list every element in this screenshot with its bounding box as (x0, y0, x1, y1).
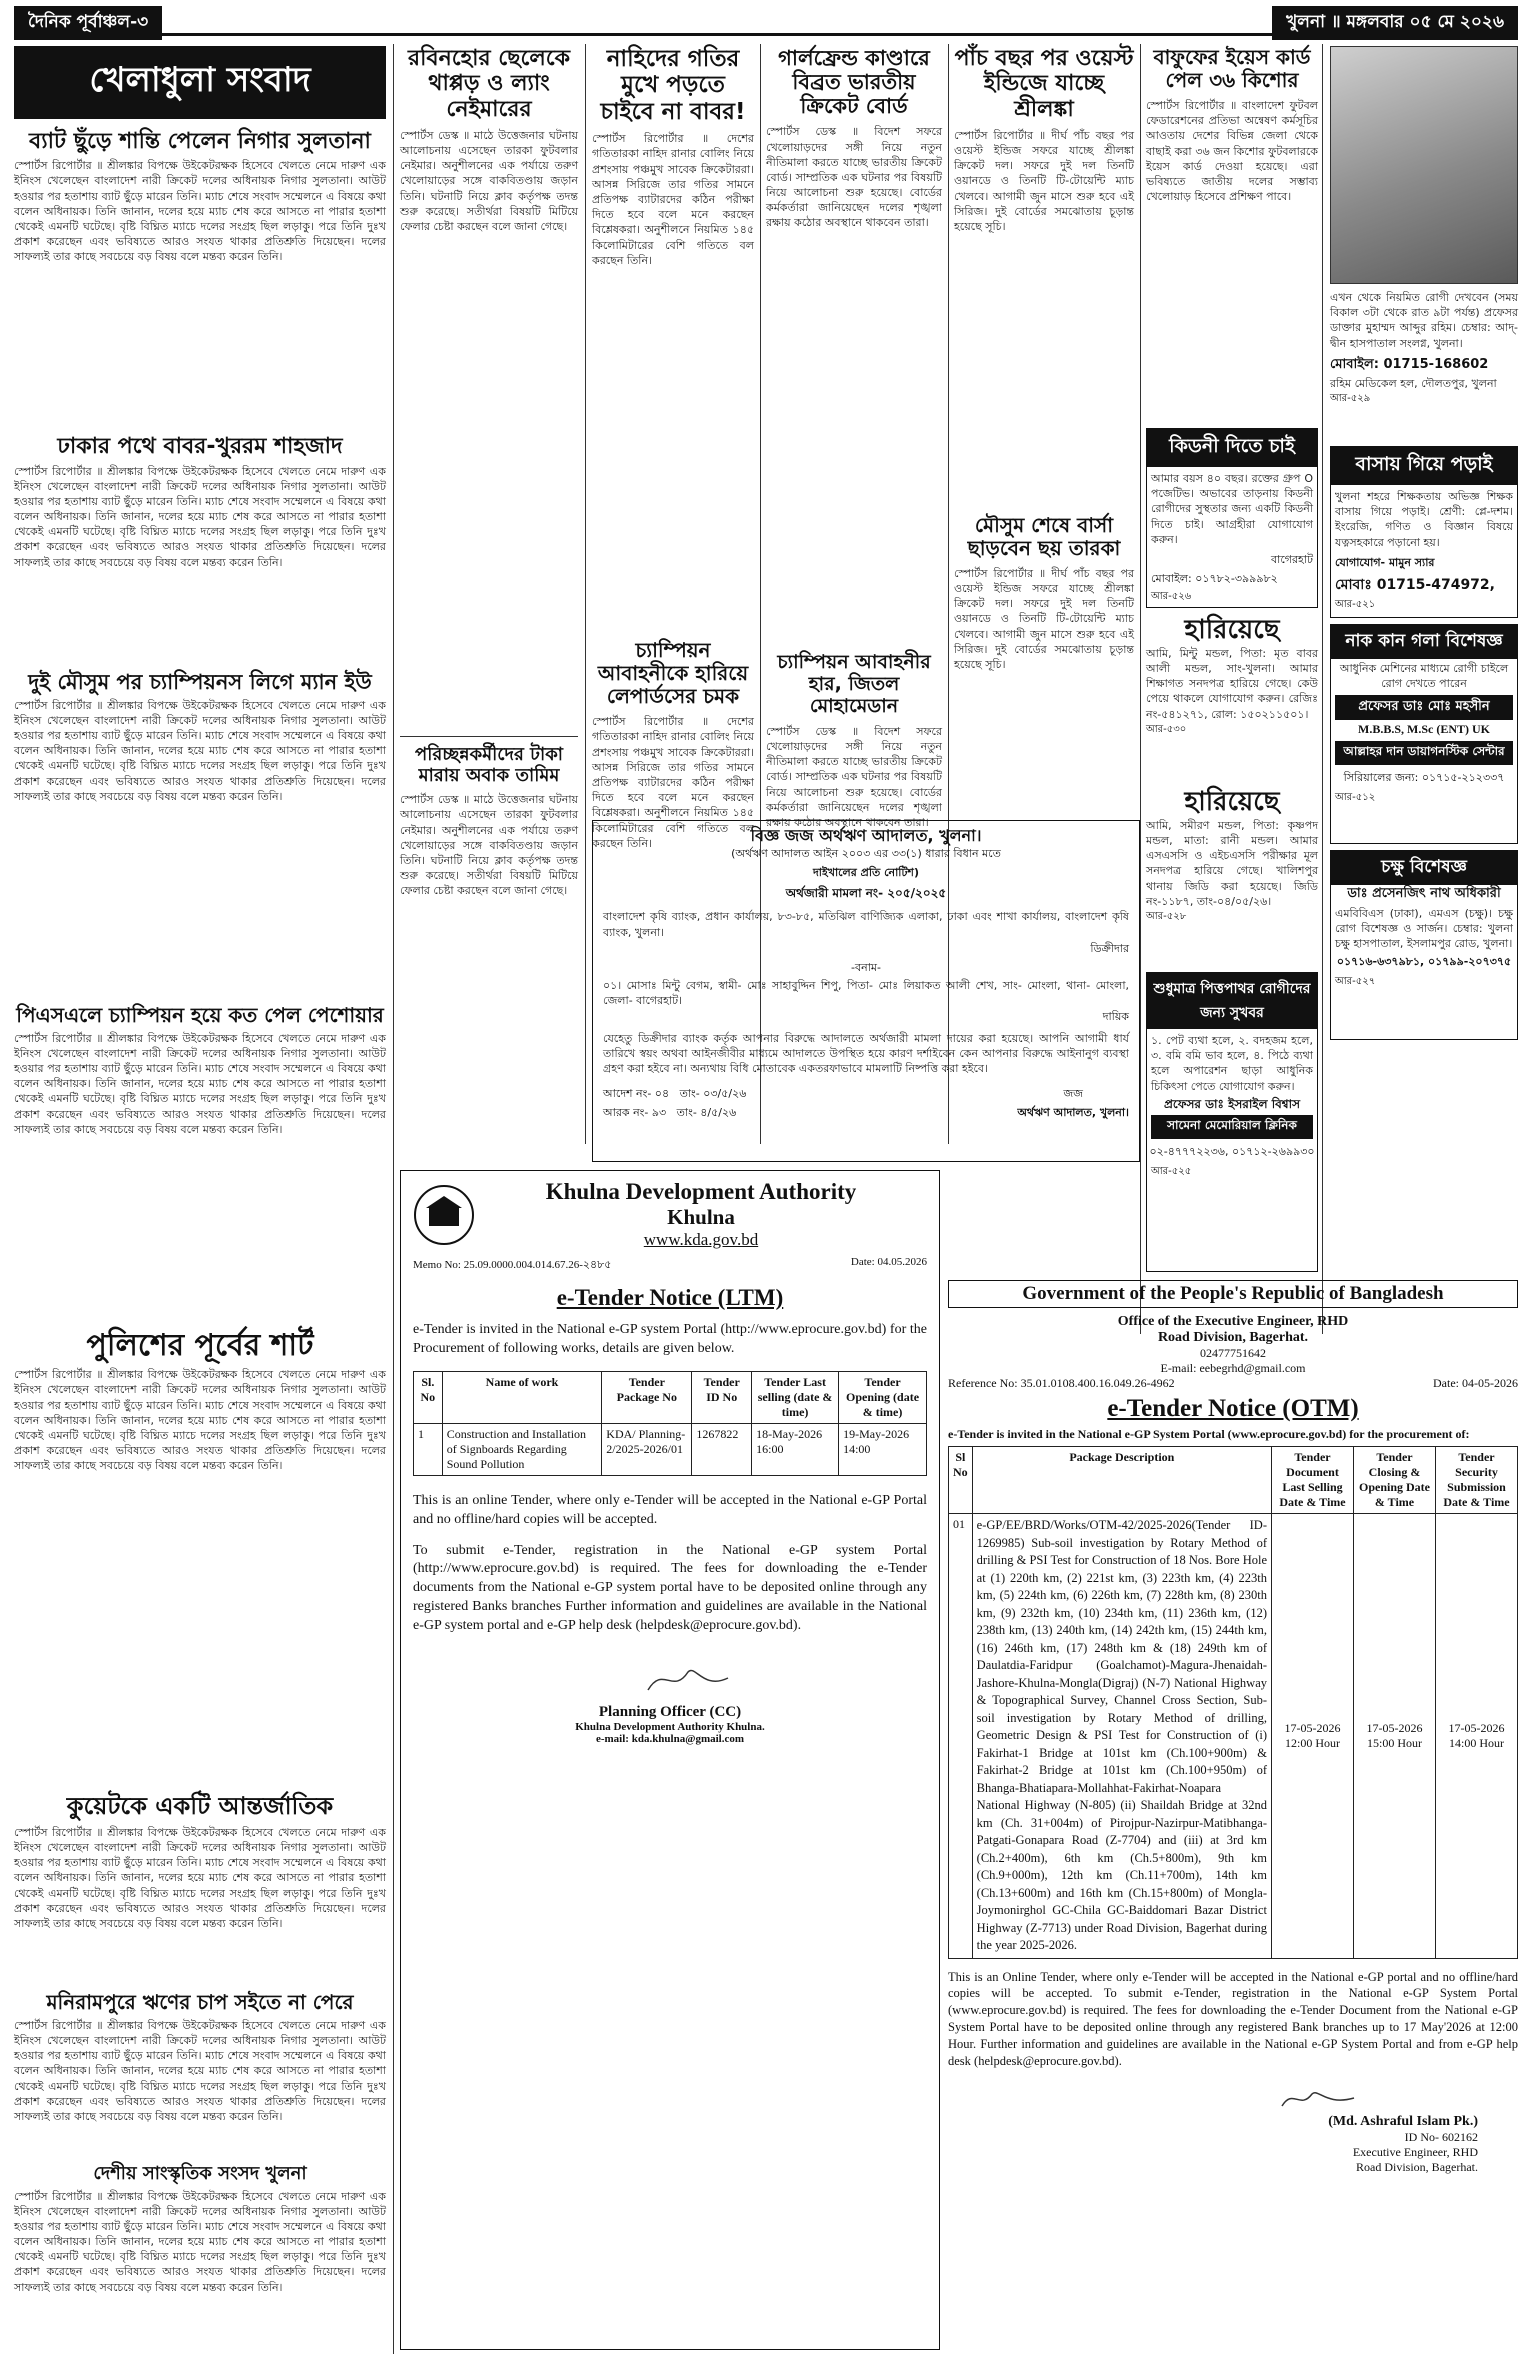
ent-line: আধুনিক মেশিনের মাধ্যমে রোগী চাইলে রোগ দেখতে পারেন (1339, 662, 1509, 691)
kda-cell-2: KDA/ Planning-2/2025-2026/01 (602, 1423, 692, 1475)
article-body: স্পোর্টস রিপোর্টার ॥ দেশের গতিতারকা নাহিদ রানার বোলিং নিয়ে প্রশংসায় পঞ্চমুখ সাবেক ক্রিকেটাররা। আসন্ন সিরিজে তার গতির সামনে প্রতিপক্ষ ব্যাটারদের কঠিন পরীক্ষা দিতে হবে বলে মনে করছেন বিশ্লেষকরা। অনুশীলনে নিয়মিত ১৪৫ কিলোমিটারের বেশি গতিতে বল করছেন তিনি। (592, 132, 754, 267)
court-role2: দায়িক (1102, 1010, 1129, 1024)
headline-police: পুলিশের পূর্বের শার্ট (86, 1327, 314, 1363)
kda-date: Date: 04.05.2026 (850, 1256, 927, 1268)
lost2-title: হারিয়েছে (1184, 787, 1280, 817)
lost2-ref: আর-৫২৮ (1146, 910, 1187, 922)
article-bcci (766, 46, 942, 829)
kda-header-4: Tender Last selling (date & time) (752, 1371, 839, 1423)
kda-para2: To submit e-Tender, registration in the National e-GP system Portal (http://www.eprocure.gov.bd) is required. The fees for downloading the e-Tender documents from the National e-GP system portal have to be deposited online through any registered Banks branches Further information and guidelines are available in the National e-GP system portal and e-GP help desk (helpdesk@eprocure.gov.bd). (413, 1542, 927, 1634)
eye-title: চক্ষু বিশেষজ্ঞ (1331, 851, 1517, 885)
headline-leopards: চ্যাম্পিয়ন আবাহনীকে হারিয়ে লেপার্ডসের চমক (597, 638, 749, 709)
lost1-text: আমি, মিন্টু মন্ডল, পিতা: মৃত বাবর আলী মন্ডল, সাং-খুলনা। আমার শিক্ষাগত সনদপত্র হারিয়ে গেছে। কেউ পেয়ে থাকলে যোগাযোগ করুন। রেজিঃ নং-৫৪১২৭১, রোল: ১৫০২১১৫০১। (1146, 646, 1318, 721)
rhd-para: This is an Online Tender, where only e-Tender will be accepted in the National e-GP portal and no offline/hard copies will be accepted. To submit e-Tender, registration in the National e-GP System Portal (www.eprocure.gov.bd) is required. The fees for downloading the e-Tender Document from the National e-GP System Portal have to be deposited online through any registered Bank branches up to 17 May'2026 at 12:00 Hour. Further information and guidelines are available in the National e-GP System Portal and from e-GP help desk (helpdesk@eprocure.gov.bd). (948, 1969, 1518, 2068)
kda-cell-4: 18-May-2026 16:00 (752, 1423, 839, 1475)
rhd-sl: 01 (949, 1514, 973, 1959)
gallstone-phone: ০২-৪৭৭৭২২৩৬, ০১৭১২-২৬৯৯৩০ (1149, 1145, 1315, 1159)
kda-notice-title: e-Tender Notice (LTM) (556, 1285, 784, 1310)
article-body: স্পোর্টস রিপোর্টার ॥ শ্রীলঙ্কার বিপক্ষে উইকেটরক্ষক হিসেবে খেলতে নেমে দারুণ এক ইনিংস খেলেছেন বাংলাদেশ নারী ক্রিকেট দলের অধিনায়ক নিগার সুলতানা। আউট হওয়ার পর হতাশায় ব্যাট ছুঁড়ে মারেন তিনি। ম্যাচ শেষে সংবাদ সম্মেলনে এ বিষয়ে কথা বলেন অধিনায়ক। তিনি জানান, দলের হয়ে ম্যাচ শেষ করে আসতে না পারার হতাশা থেকেই এমনটি ঘটেছে। বৃষ্টি বিঘ্নিত ম্যাচে দলের সংগ্রহ ছিল লড়াকু। পরে তিনি দুঃখ প্রকাশ করেছেন এবং ভবিষ্যতে আরও সংযত থাকার প্রতিশ্রুতি দিয়েছেন। দলের সাফল্যই তার কাছে সবচেয়ে বড় বিষয় বলে মন্তব্য করেন তিনি। (14, 159, 386, 264)
gallstone-title: শুধুমাত্র পিত্তপাথর রোগীদের জন্য সুখবর (1147, 973, 1317, 1029)
article-body: স্পোর্টস রিপোর্টার ॥ শ্রীলঙ্কার বিপক্ষে উইকেটরক্ষক হিসেবে খেলতে নেমে দারুণ এক ইনিংস খেলেছেন বাংলাদেশ নারী ক্রিকেট দলের অধিনায়ক নিগার সুলতানা। আউট হওয়ার পর হতাশায় ব্যাট ছুঁড়ে মারেন তিনি। ম্যাচ শেষে সংবাদ সম্মেলনে এ বিষয়ে কথা বলেন অধিনায়ক। তিনি জানান, দলের হয়ে ম্যাচ শেষ করে আসতে না পারার হতাশা থেকেই এমনটি ঘটেছে। বৃষ্টি বিঘ্নিত ম্যাচে দলের সংগ্রহ ছিল লড়াকু। পরে তিনি দুঃখ প্রকাশ করেছেন এবং ভবিষ্যতে আরও সংযত থাকার প্রতিশ্রুতি দিয়েছেন। দলের সাফল্যই তার কাছে সবচেয়ে বড় বিষয় বলে মন্তব্য করেন তিনি। (14, 464, 386, 569)
kda-intro: e-Tender is invited in the National e-GP system Portal (http://www.eprocure.gov.bd) for the Procurement of following works, details are given below. (413, 1322, 927, 1356)
tutor-ad (1330, 446, 1518, 618)
kda-title: Khulna Development Authority (545, 1179, 857, 1204)
rhd-last-selling: 17-05-2026 12:00 Hour (1272, 1514, 1354, 1959)
court-bank: বাংলাদেশ কৃষি ব্যাংক, প্রধান কার্যালয়, ৮৩-৮৫, মতিঝিল বাণিজ্যিক এলাকা, ঢাকা এবং শাখা কার্যালয়, বাংলাদেশ কৃষি ব্যাংক, খুলনা। (603, 910, 1129, 939)
rhd-header-3: Tender Closing & Opening Date & Time (1354, 1447, 1436, 1514)
article-body: স্পোর্টস রিপোর্টার ॥ শ্রীলঙ্কার বিপক্ষে উইকেটরক্ষক হিসেবে খেলতে নেমে দারুণ এক ইনিংস খেলেছেন বাংলাদেশ নারী ক্রিকেট দলের অধিনায়ক নিগার সুলতানা। আউট হওয়ার পর হতাশায় ব্যাট ছুঁড়ে মারেন তিনি। ম্যাচ শেষে সংবাদ সম্মেলনে এ বিষয়ে কথা বলেন অধিনায়ক। তিনি জানান, দলের হয়ে ম্যাচ শেষ করে আসতে না পারার হতাশা থেকেই এমনটি ঘটেছে। বৃষ্টি বিঘ্নিত ম্যাচে দলের সংগ্রহ ছিল লড়াকু। পরে তিনি দুঃখ প্রকাশ করেছেন এবং ভবিষ্যতে আরও সংযত থাকার প্রতিশ্রুতি দিয়েছেন। দলের সাফল্যই তার কাছে সবচেয়ে বড় বিষয় বলে মন্তব্য করেন তিনি। (14, 1368, 386, 1473)
court-title: বিজ্ঞ জজ অর্থঋণ আদালত, খুলনা। (750, 826, 982, 845)
article-srilanka (954, 46, 1134, 1276)
eye-ad (1330, 850, 1518, 1040)
headline-bcci: গার্লফ্রেন্ড কাণ্ডারে বিব্রত ভারতীয় ক্রিকেট বোর্ড (778, 46, 930, 119)
kda-cell-3: 1267822 (692, 1423, 752, 1475)
kda-email: e-mail: kda.khulna@gmail.com (595, 1733, 745, 1746)
kidney-place: বাগেরহাট (1271, 552, 1313, 566)
ent-ref: আর-৫১২ (1335, 792, 1376, 804)
headline-babar: ঢাকার পথে বাবর-খুররম শাহজাদ (57, 434, 343, 460)
rhd-id: ID No- 602162 (1404, 2129, 1478, 2144)
kda-cell-0: 1 (414, 1423, 443, 1475)
kidney-ad (1146, 428, 1318, 608)
sports-column (14, 46, 386, 2346)
article-body: স্পোর্টস রিপোর্টার ॥ শ্রীলঙ্কার বিপক্ষে উইকেটরক্ষক হিসেবে খেলতে নেমে দারুণ এক ইনিংস খেলেছেন বাংলাদেশ নারী ক্রিকেট দলের অধিনায়ক নিগার সুলতানা। আউট হওয়ার পর হতাশায় ব্যাট ছুঁড়ে মারেন তিনি। ম্যাচ শেষে সংবাদ সম্মেলনে এ বিষয়ে কথা বলেন অধিনায়ক। তিনি জানান, দলের হয়ে ম্যাচ শেষ করে আসতে না পারার হতাশা থেকেই এমনটি ঘটেছে। বৃষ্টি বিঘ্নিত ম্যাচে দলের সংগ্রহ ছিল লড়াকু। পরে তিনি দুঃখ প্রকাশ করেছেন এবং ভবিষ্যতে আরও সংযত থাকার প্রতিশ্রুতি দিয়েছেন। দলের সাফল্যই তার কাছে সবচেয়ে বড় বিষয় বলে মন্তব্য করেন তিনি। (14, 2018, 386, 2123)
article-nahid (592, 46, 754, 850)
court-memo: আরক নং- ৯৩ (603, 1105, 667, 1119)
kidney-phone: মোবাইল: ০১৭৮২-৩৯৯৯৮২ (1151, 571, 1278, 585)
rhd-intro: e-Tender is invited in the National e-GP System Portal (www.eprocure.gov.bd) for the procurement of: (948, 1427, 1470, 1441)
article-body: স্পোর্টস রিপোর্টার ॥ দীর্ঘ পাঁচ বছর পর ওয়েস্ট ইন্ডিজ সফরে যাচ্ছে শ্রীলঙ্কা ক্রিকেট দল। সফরে দুই দল তিনটি ওয়ানডে ও তিনটি টি-টোয়েন্টি ম্যাচ খেলবে। আগামী জুন মাসে শুরু হবে এই সিরিজ। দুই বোর্ডের সমঝোতায় চূড়ান্ত হয়েছে সূচি। (954, 566, 1134, 671)
rhd-signatory: (Md. Ashraful Islam Pk.) (1328, 2113, 1478, 2129)
rhd-tender-table (948, 1446, 1518, 1959)
rhd-phone: 02477751642 (1200, 1346, 1266, 1360)
headline-srilanka: পাঁচ বছর পর ওয়েস্ট ইন্ডিজে যাচ্ছে শ্রীলঙ্কা (954, 46, 1134, 122)
lost-notice-2 (1146, 788, 1318, 968)
date-label: খুলনা ॥ মঙ্গলবার ০৫ মে ২০২৬ (1272, 6, 1518, 40)
kda-signatory: Planning Officer (CC) (598, 1704, 742, 1721)
gallstone-clinic: সামেনা মেমোরিয়াল ক্লিনিক (1151, 1115, 1313, 1139)
rhd-notice-title: e-Tender Notice (OTM) (1107, 1395, 1359, 1422)
tutor-ref: আর-৫২১ (1335, 598, 1376, 610)
kda-para1: This is an online Tender, where only e-Tender will be accepted in the National e-GP Portal and no offline/hard copies will be accepted. (413, 1492, 927, 1527)
rhd-designation: Executive Engineer, RHD (1352, 2144, 1478, 2159)
headline-nahid: নাহিদের গতির মুখে পড়তে চাইবে না বাবর! (600, 46, 746, 125)
kda-tender-table (413, 1371, 927, 1476)
kidney-text: আমার বয়স ৪০ বছর। রক্তের গ্রুপ O পজেটিভ। অভাবের তাড়নায় কিডনী রোগীদের সুস্থতার জন্য একটি কিডনী দিতে চাই। আগ্রহীরা যোগাযোগ করুন। (1151, 472, 1313, 546)
eye-ref: আর-৫২৭ (1335, 976, 1376, 988)
kda-website[interactable]: www.kda.gov.bd (643, 1230, 759, 1249)
tutor-phone: মোবাঃ 01715-474972, (1335, 576, 1495, 593)
eye-doc: ডাঃ প্রসেনজিৎ নাথ অধিকারী (1347, 886, 1501, 901)
article-body: স্পোর্টস ডেস্ক ॥ বিদেশ সফরে খেলোয়াড়দের সঙ্গী নিয়ে নতুন নীতিমালা করতে যাচ্ছে ভারতীয় ক্রিকেট বোর্ড। সাম্প্রতিক এক ঘটনার পর বিষয়টি নিয়ে আলোচনা শুরু হয়েছে। বোর্ডের কর্মকর্তারা জানিয়েছেন দলের শৃঙ্খলা রক্ষায় কঠোর অবস্থানে থাকবেন তারা। (766, 724, 942, 829)
article-body: স্পোর্টস রিপোর্টার ॥ দীর্ঘ পাঁচ বছর পর ওয়েস্ট ইন্ডিজ সফরে যাচ্ছে শ্রীলঙ্কা ক্রিকেট দল। সফরে দুই দল তিনটি ওয়ানডে ও তিনটি টি-টোয়েন্টি ম্যাচ খেলবে। আগামী জুন মাসে শুরু হবে এই সিরিজ। দুই বোর্ডের সমঝোতায় চূড়ান্ত হয়েছে সূচি। (954, 128, 1134, 233)
rhd-header-2: Tender Document Last Selling Date & Time (1272, 1447, 1354, 1514)
kda-memo: Memo No: 25.09.0000.004.014.67.26-২৪৮৫ (413, 1259, 612, 1271)
court-order-date: তাং- ০৩/৫/২৬ (679, 1086, 747, 1100)
kda-signatory-org: Khulna Development Authority Khulna. (575, 1721, 765, 1734)
ent-title: নাক কান গলা বিশেষজ্ঞ (1331, 625, 1517, 659)
article-body: স্পোর্টস ডেস্ক ॥ বিদেশ সফরে খেলোয়াড়দের সঙ্গী নিয়ে নতুন নীতিমালা করতে যাচ্ছে ভারতীয় ক্রিকেট বোর্ড। সাম্প্রতিক এক ঘটনার পর বিষয়টি নিয়ে আলোচনা শুরু হয়েছে। বোর্ডের কর্মকর্তারা জানিয়েছেন দলের শৃঙ্খলা রক্ষায় কঠোর অবস্থানে থাকবেন তারা। (766, 125, 942, 230)
rhd-office: Office of the Executive Engineer, RHD (1117, 1314, 1349, 1329)
kda-tender-notice (400, 1170, 940, 2350)
gallstone-ad (1146, 972, 1318, 1272)
headline-bff: বাফুফের ইয়েস কার্ড পেল ৩৬ কিশোর (1153, 45, 1311, 92)
article-body: স্পোর্টস রিপোর্টার ॥ বাংলাদেশ ফুটবল ফেডারেশনের প্রতিভা অন্বেষণ কর্মসূচির আওতায় দেশের বিভিন্ন জেলা থেকে বাছাই করা ৩৬ জন কিশোর ফুটবলারকে ইয়েস কার্ড দেওয়া হয়েছে। এরা ভবিষ্যতে জাতীয় দলের সম্ভাব্য খেলোয়াড় হিসেবে প্রশিক্ষণ পাবে। (1146, 99, 1318, 204)
article-body: স্পোর্টস রিপোর্টার ॥ শ্রীলঙ্কার বিপক্ষে উইকেটরক্ষক হিসেবে খেলতে নেমে দারুণ এক ইনিংস খেলেছেন বাংলাদেশ নারী ক্রিকেট দলের অধিনায়ক নিগার সুলতানা। আউট হওয়ার পর হতাশায় ব্যাট ছুঁড়ে মারেন তিনি। ম্যাচ শেষে সংবাদ সম্মেলনে এ বিষয়ে কথা বলেন অধিনায়ক। তিনি জানান, দলের হয়ে ম্যাচ শেষ করে আসতে না পারার হতাশা থেকেই এমনটি ঘটেছে। বৃষ্টি বিঘ্নিত ম্যাচে দলের সংগ্রহ ছিল লড়াকু। পরে তিনি দুঃখ প্রকাশ করেছেন এবং ভবিষ্যতে আরও সংযত থাকার প্রতিশ্রুতি দিয়েছেন। দলের সাফল্যই তার কাছে সবচেয়ে বড় বিষয় বলে মন্তব্য করেন তিনি। (14, 2189, 386, 2294)
tutor-text: খুলনা শহরে শিক্ষকতায় অভিজ্ঞ শিক্ষক বাসায় গিয়ে পড়াই। শ্রেণী: প্লে-দশম। ইংরেজি, গণিত ও বিজ্ঞান বিষয়ে যত্নসহকারে পড়ানো হয়। (1335, 490, 1513, 549)
kidney-ref: আর-৫২৬ (1151, 590, 1192, 602)
lost1-title: হারিয়েছে (1184, 615, 1280, 645)
rhd-closing: 17-05-2026 15:00 Hour (1354, 1514, 1436, 1959)
doctor-address: রহিম মেডিকেল হল, দৌলতপুর, খুলনা (1330, 376, 1497, 390)
court-memo-date: তাং- ৪/৫/২৬ (676, 1105, 737, 1119)
rhd-gov: Government of the People's Republic of Bangladesh (948, 1280, 1518, 1308)
court-body: যেহেতু ডিক্রীদার ব্যাংক কর্তৃক আপনার বিরুদ্ধে আদালতে অর্থজারী মামলা দায়ের করা হয়েছে। আপনি আগামী ধার্য তারিখে স্বয়ং অথবা আইনজীবীর মাধ্যমে আদালতে উপস্থিত হয়ে কারণ দর্শাইবেন কেন আপনার বিরুদ্ধে আইনানুগ ব্যবস্থা গ্রহণ করা হইবে না। অন্যথায় বিধি মোতাবেক একতরফাভাবে মামলাটি নিষ্পত্তি করা হইবে। (603, 1032, 1129, 1076)
rhd-division: Road Division, Bagerhat. (1157, 1330, 1309, 1345)
rhd-ref: Reference No: 35.01.0108.400.16.049.26-4962 (948, 1376, 1175, 1390)
court-sign: জজ (1063, 1086, 1084, 1100)
tutor-contact: যোগাযোগ- মামুন স্যার (1335, 555, 1435, 569)
kda-header-2: Tender Package No (602, 1371, 692, 1423)
rhd-div2: Road Division, Bagerhat. (1356, 2159, 1478, 2174)
rhd-signature-icon (1278, 2084, 1358, 2114)
rhd-header-0: Sl No (949, 1447, 973, 1514)
court-sub: (অর্থঋণ আদালত আইন ২০০৩ এর ৩৩(১) ধারার বিধান মতে (731, 847, 1001, 861)
doctor-phone-label: মোবাইল (1330, 356, 1374, 372)
court-case: অর্থজারী মামলা নং- ২০৫/২০২৫ (785, 886, 947, 901)
kda-header-5: Tender Opening (date & time) (839, 1371, 927, 1423)
ent-degree: M.B.B.S, M.Sc (ENT) UK (1358, 722, 1490, 737)
headline-nigar: ব্যাট ছুঁড়ে শান্তি পেলেন নিগার সুলতানা (29, 129, 371, 154)
masthead-bar (14, 6, 1518, 36)
page-label: দৈনিক পূর্বাঞ্চল-৩ (14, 6, 162, 40)
gallstone-doc: প্রফেসর ডাঃ ইসরাইল বিশ্বাস (1163, 1096, 1301, 1111)
court-sign2: অর্থঋণ আদালত, খুলনা। (1017, 1105, 1129, 1119)
rhd-email: E-mail: eebegrhd@gmail.com (1160, 1361, 1306, 1375)
headline-psl: পিএসএলে চ্যাম্পিয়ন হয়ে কত পেল পেশোয়ার (16, 1002, 384, 1027)
gallstone-ref: আর-৫২৫ (1151, 1166, 1192, 1178)
headline-tamim: পরিচ্ছন্নকর্মীদের টাকা মারায় অবাক তামিম (414, 743, 564, 786)
court-vs: -বনাম- (851, 960, 881, 974)
doctor-text: এখন থেকে নিয়মিত রোগী দেখবেন (সময় বিকাল ৩টা থেকে রাত ৯টা পর্যন্ত) প্রফেসর ডাক্তার মুহাম্মদ আব্দুর রহিম। চেম্বার: আদ্-দ্বীন হাসপাতাল সংলগ্ন, খুলনা। (1330, 291, 1518, 350)
kda-logo-icon (413, 1184, 475, 1246)
article-body: স্পোর্টস ডেস্ক ॥ মাঠে উত্তেজনার ঘটনায় আলোচনায় এসেছেন তারকা ফুটবলার নেইমার। অনুশীলনের এক পর্যায়ে তরুণ খেলোয়াড়ের সঙ্গে বাকবিতণ্ডায় জড়ান তিনি। ঘটনাটি নিয়ে ক্লাব কর্তৃপক্ষ তদন্ত শুরু করেছে। সতীর্থরা বিষয়টি মিটিয়ে ফেলার চেষ্টা করছেন বলে জানা গেছে। (400, 128, 578, 233)
headline-neymar: রবিনহোর ছেলেকে থাপ্পড় ও ল্যাং নেইমারের (407, 46, 571, 122)
court-role1: ডিক্রীদার (1090, 941, 1129, 955)
rhd-security: 17-05-2026 14:00 Hour (1436, 1514, 1518, 1959)
rhd-date: Date: 04-05-2026 (1433, 1376, 1518, 1390)
lost-notice-1 (1146, 616, 1318, 784)
article-neymar (400, 46, 578, 1146)
eye-text: এমবিবিএস (ঢাকা), এমএস (চক্ষু)। চক্ষু রোগ বিশেষজ্ঞ ও সার্জন। চেম্বার: খুলনা চক্ষু হাসপাতাল, ইসলামপুর রোড, খুলনা। (1335, 906, 1513, 951)
headline-abahani: চ্যাম্পিয়ন আবাহনীর হার, জিতল মোহামেডান (777, 651, 931, 718)
rhd-tender-notice (948, 1280, 1518, 2350)
kda-signature-icon (643, 1660, 733, 1700)
doctor-photo (1330, 46, 1518, 284)
rhd-package-desc: e-GP/EE/BRD/Works/OTM-42/2025-2026(Tender ID-1269985) Sub-soil investigation by Rotary Method of drilling & PSI Test for Construction of 18 Nos. Bore Hole at (1) 220th km, (2) 221st km, (3) 223th km, (4) 223th km, (5) 224th km, (6) 226th km, (7) 228th km, (8) 230th km, (9) 232th km, (10) 234th km, (11) 236th km, (12) 238th km, (13) 240th km, (14) 242th km, (15) 244th km, (16) 246th km, (17) 248th km & (18) 249th km of Daulatdia-Faridpur (Goalchamot)-Magura-Jhenaidah-Jashore-Khulna-Mongla(Digraj) (N-7) National Highway & Topographical Survey, Channel Cross Section, Sub-soil investigation by Rotary Method of drilling, Geometric Design & PSI Test for Construction of (i) Fakirhat-1 Bridge at 101st km (Ch.100+900m) & Fakirhat-2 Bridge at 101st km (Ch.100+950m) of Bhanga-Bhatiapara-Mollahhat-Fakirhat-Noapara National Highway (N-805) (ii) Shaildah Bridge at 32nd km (Ch. 31+004m) of Pirojpur-Nazirpur-Matibhanga-Patgati-Gonapara Road (Z-7704) and (iii) at 3rd km (Ch.2+400m), 6th km (Ch.5+800m), 9th km (Ch.9+000m), 12th km (Ch.11+700m), 14th km (Ch.13+600m) and 16th km (Ch.15+800m) of Mongla-Joymonirghol GC-Chila GC-Baiddomari Bazar District Highway (Z-7713) under Road Division, Bagerhat during the year 2025-2026. (972, 1514, 1271, 1959)
kda-city: Khulna (667, 1205, 735, 1229)
kidney-title: কিডনী দিতে চাই (1147, 429, 1317, 467)
kda-cell-1: Construction and Installation of Signboards Regarding Sound Pollution (442, 1423, 602, 1475)
kda-header-0: Sl. No (414, 1371, 443, 1423)
ent-center: আল্লাহর দান ডায়াগনস্টিক সেন্টার (1335, 741, 1513, 765)
headline-monirampur: মনিরামপুরে ঋণের চাপ সইতে না পেরে (46, 1989, 354, 2014)
rhd-header-1: Package Description (972, 1447, 1271, 1514)
headline-cultural: দেশীয় সাংস্কৃতিক সংসদ খুলনা (93, 2162, 307, 2184)
doctor-ref: আর-৫২৯ (1330, 392, 1371, 404)
doctor-ad: এখন থেকে নিয়মিত রোগী দেখবেন (সময় বিকাল ৩টা থেকে রাত ৯টা পর্যন্ত) প্রফেসর ডাক্তার মুহাম্মদ আব্দুর রহিম। চেম্বার: আদ্-দ্বীন হাসপাতাল সংলগ্ন, খুলনা। মোবাইল: 01715-168602 রহিম মেডিকেল হল, দৌলতপুর, খুলনা আর-৫২৯ (1330, 290, 1518, 440)
court-debtor: ০১। মোসাঃ মিন্টু বেগম, স্বামী- মোঃ সাহাবুদ্দিন শিপু, পিতা- মোঃ লিয়াকত আলী শেখ, সাং- মোংলা, থানা- মোংলা, জেলা- বাগেরহাট। (603, 978, 1129, 1007)
article-body: স্পোর্টস রিপোর্টার ॥ শ্রীলঙ্কার বিপক্ষে উইকেটরক্ষক হিসেবে খেলতে নেমে দারুণ এক ইনিংস খেলেছেন বাংলাদেশ নারী ক্রিকেট দলের অধিনায়ক নিগার সুলতানা। আউট হওয়ার পর হতাশায় ব্যাট ছুঁড়ে মারেন তিনি। ম্যাচ শেষে সংবাদ সম্মেলনে এ বিষয়ে কথা বলেন অধিনায়ক। তিনি জানান, দলের হয়ে ম্যাচ শেষ করে আসতে না পারার হতাশা থেকেই এমনটি ঘটেছে। বৃষ্টি বিঘ্নিত ম্যাচে দলের সংগ্রহ ছিল লড়াকু। পরে তিনি দুঃখ প্রকাশ করেছেন এবং ভবিষ্যতে আরও সংযত থাকার প্রতিশ্রুতি দিয়েছেন। দলের সাফল্যই তার কাছে সবচেয়ে বড় বিষয় বলে মন্তব্য করেন তিনি। (14, 1825, 386, 1930)
rhd-header-4: Tender Security Submission Date & Time (1436, 1447, 1518, 1514)
headline-man-utd: দুই মৌসুম পর চ্যাম্পিয়নস লিগে ম্যান ইউ (28, 669, 372, 694)
kda-header-3: Tender ID No (692, 1371, 752, 1423)
tutor-title: বাসায় গিয়ে পড়াই (1331, 447, 1517, 485)
doctor-phone: 01715-168602 (1383, 356, 1489, 372)
article-body: স্পোর্টস ডেস্ক ॥ মাঠে উত্তেজনার ঘটনায় আলোচনায় এসেছেন তারকা ফুটবলার নেইমার। অনুশীলনের এক পর্যায়ে তরুণ খেলোয়াড়ের সঙ্গে বাকবিতণ্ডায় জড়ান তিনি। ঘটনাটি নিয়ে ক্লাব কর্তৃপক্ষ তদন্ত শুরু করেছে। সতীর্থরা বিষয়টি মিটিয়ে ফেলার চেষ্টা করছেন বলে জানা গেছে। (400, 793, 578, 898)
article-bff (1146, 46, 1318, 426)
section-title: খেলাধুলা সংবাদ (14, 46, 386, 119)
ent-doc: প্রফেসর ডাঃ মোঃ মহসীন (1335, 695, 1513, 720)
headline-kuet: কুয়েটকে একটি আন্তর্জাতিক (66, 1792, 334, 1821)
court-sub2: দাইখালের প্রতি নোটিশ) (813, 866, 919, 880)
article-body: স্পোর্টস রিপোর্টার ॥ শ্রীলঙ্কার বিপক্ষে উইকেটরক্ষক হিসেবে খেলতে নেমে দারুণ এক ইনিংস খেলেছেন বাংলাদেশ নারী ক্রিকেট দলের অধিনায়ক নিগার সুলতানা। আউট হওয়ার পর হতাশায় ব্যাট ছুঁড়ে মারেন তিনি। ম্যাচ শেষে সংবাদ সম্মেলনে এ বিষয়ে কথা বলেন অধিনায়ক। তিনি জানান, দলের হয়ে ম্যাচ শেষ করে আসতে না পারার হতাশা থেকেই এমনটি ঘটেছে। বৃষ্টি বিঘ্নিত ম্যাচে দলের সংগ্রহ ছিল লড়াকু। পরে তিনি দুঃখ প্রকাশ করেছেন এবং ভবিষ্যতে আরও সংযত থাকার প্রতিশ্রুতি দিয়েছেন। দলের সাফল্যই তার কাছে সবচেয়ে বড় বিষয় বলে মন্তব্য করেন তিনি। (14, 698, 386, 803)
kda-cell-5: 19-May-2026 14:00 (839, 1423, 927, 1475)
article-body: স্পোর্টস রিপোর্টার ॥ শ্রীলঙ্কার বিপক্ষে উইকেটরক্ষক হিসেবে খেলতে নেমে দারুণ এক ইনিংস খেলেছেন বাংলাদেশ নারী ক্রিকেট দলের অধিনায়ক নিগার সুলতানা। আউট হওয়ার পর হতাশায় ব্যাট ছুঁড়ে মারেন তিনি। ম্যাচ শেষে সংবাদ সম্মেলনে এ বিষয়ে কথা বলেন অধিনায়ক। তিনি জানান, দলের হয়ে ম্যাচ শেষ করে আসতে না পারার হতাশা থেকেই এমনটি ঘটেছে। বৃষ্টি বিঘ্নিত ম্যাচে দলের সংগ্রহ ছিল লড়াকু। পরে তিনি দুঃখ প্রকাশ করেছেন এবং ভবিষ্যতে আরও সংযত থাকার প্রতিশ্রুতি দিয়েছেন। দলের সাফল্যই তার কাছে সবচেয়ে বড় বিষয় বলে মন্তব্য করেন তিনি। (14, 1031, 386, 1136)
gallstone-text: ১. পেট ব্যথা হলে, ২. বদহজম হলে, ৩. বমি বমি ভাব হলে, ৪. পিঠে ব্যথা হলে অপারেশন ছাড়া আধুনিক চিকিৎসা পেতে যোগাযোগ করুন। (1151, 1034, 1313, 1093)
court-order: আদেশ নং- ০৪ (603, 1086, 670, 1100)
ent-serial: সিরিয়ালের জন্য: ০১৭১৫-২১২৩৩৭ (1343, 771, 1505, 785)
lost1-ref: আর-৫৩০ (1146, 723, 1187, 735)
article-body: স্পোর্টস রিপোর্টার ॥ দেশের গতিতারকা নাহিদ রানার বোলিং নিয়ে প্রশংসায় পঞ্চমুখ সাবেক ক্রিকেটাররা। আসন্ন সিরিজে তার গতির সামনে প্রতিপক্ষ ব্যাটারদের কঠিন পরীক্ষা দিতে হবে বলে মনে করছেন বিশ্লেষকরা। অনুশীলনে নিয়মিত ১৪৫ কিলোমিটারের বেশি গতিতে বল করছেন তিনি। (592, 715, 754, 850)
ent-ad (1330, 624, 1518, 844)
eye-phone: ০১৭১৬-৬৩৭৯৮১, ০১৭৯৯-২০৭৩৭৫ (1336, 955, 1512, 969)
headline-barca: মৌসুম শেষে বার্সা ছাড়বেন ছয় তারকা (967, 512, 1121, 560)
lost2-text: আমি, সমীরণ মন্ডল, পিতা: কৃষ্ণপদ মন্ডল, মাতা: রানী মন্ডল। আমার এসএসসি ও এইচএসসি পরীক্ষার মূল সনদপত্র হারিয়ে গেছে। খালিশপুর থানায় জিডি করা হয়েছে। জিডি নং-১১৮৭, তাং-০৪/০৫/২৬। (1146, 818, 1318, 908)
kda-header-1: Name of work (442, 1371, 602, 1423)
